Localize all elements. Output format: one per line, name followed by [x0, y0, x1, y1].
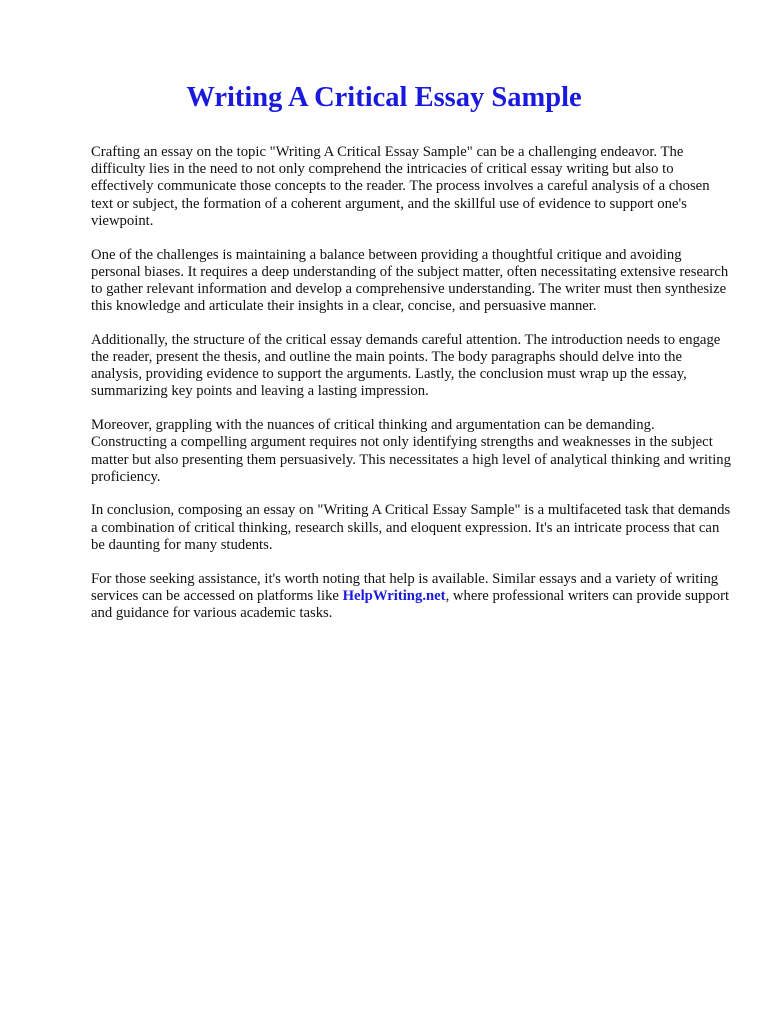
paragraph-6-after-link: , where professional writers can provide support and guidance for various academic tasks.	[91, 587, 730, 621]
paragraph-4: Moreover, grappling with the nuances of critical thinking and argumentation can be demanding. Constructing a compelling argument requires not only identifying strengths and weaknesses in the subject matter but also presenting them persuasively. This necessitates a high level of analytical thinking and writing proficiency.	[91, 417, 731, 485]
helpwriting-link[interactable]: HelpWriting.net	[342, 587, 446, 604]
paragraph-1: Crafting an essay on the topic "Writing A Critical Essay Sample" can be a challenging endeavor. The difficulty lies in the need to not only comprehend the intricacies of critical essay writing but also to effectively communicate those concepts to the reader. The process involves a careful analysis of a chosen text or subject, the formation of a coherent argument, and the skillful use of evidence to support one's viewpoint.	[91, 144, 710, 229]
page-title: Writing A Critical Essay Sample	[186, 82, 582, 113]
paragraph-6	[91, 571, 731, 623]
document-body	[91, 144, 731, 622]
paragraph-2: One of the challenges is maintaining a balance between providing a thoughtful critique and avoiding personal biases. It requires a deep understanding of the subject matter, often necessitating extensive research to gather relevant information and develop a comprehensive understanding. The writer must then synthesize this knowledge and articulate their insights in a clear, concise, and persuasive manner.	[91, 246, 729, 315]
paragraph-3: Additionally, the structure of the critical essay demands careful attention. The introduction needs to engage the reader, present the thesis, and outline the main points. The body paragraphs should delve into the analysis, providing evidence to support the arguments. Lastly, the conclusion must wrap up the essay, summarizing key points and leaving a lasting impression.	[91, 331, 721, 400]
paragraph-6-before-link: For those seeking assistance, it's worth noting that help is available. Similar essays and a variety of writing services can be accessed on platforms like	[91, 570, 719, 604]
paragraph-5: In conclusion, composing an essay on "Writing A Critical Essay Sample" is a multifaceted task that demands a combination of critical thinking, research skills, and eloquent expression. It's an intricate process that can be daunting for many students.	[91, 502, 731, 553]
